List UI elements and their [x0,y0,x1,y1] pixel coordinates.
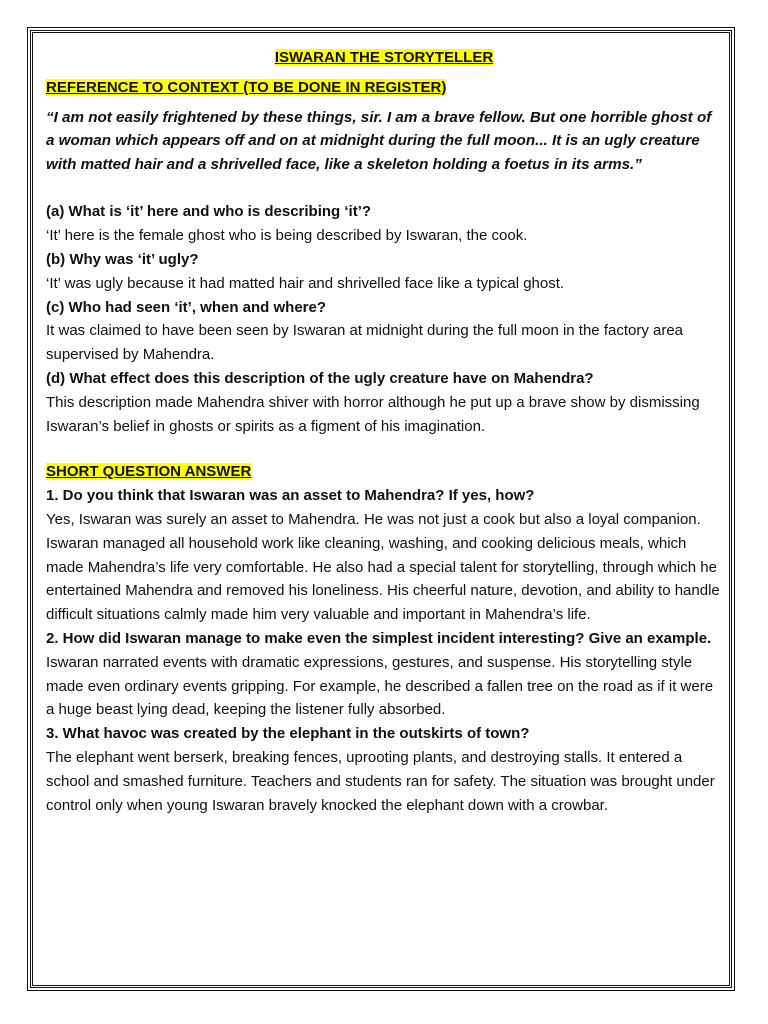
short-answer-2: Iswaran narrated events with dramatic expressions, gestures, and suspense. His storytelling style made even ordinary events gripping. For example, he described a fallen tree on the road as if it were a huge beast lying dead, keeping the listener fully absorbed. [46,653,714,719]
short-answer-1: Yes, Iswaran was surely an asset to Mahendra. He was not just a cook but also a loyal companion. Iswaran managed all household work like cleaning, washing, and cooking delicious meals, which made Mahendra’s life very comfortable. He also had a special talent for storytelling, through which he entertained Mahendra and removed his loneliness. His cheerful nature, devotion, and ability to handle difficult situations calmly made him very valuable and important in Mahendra’s life. [46,510,720,624]
reference-answer-c: It was claimed to have been seen by Iswaran at midnight during the full moon in the factory area supervised by Mahendra. [46,322,684,364]
reference-heading-text: REFERENCE TO CONTEXT (TO BE DONE IN REGISTER) [46,78,447,96]
reference-question-b: (b) Why was ‘it’ ugly? [46,250,199,268]
reference-question-c: (c) Who had seen ‘it’, when and where? [46,298,327,316]
reference-quote: “I am not easily frightened by these things, sir. I am a brave fellow. But one horrible ghost of a woman which appears off and on at midnight during the full moon... It is an ugly creature with matted hair and a shrivelled face, like a skeleton holding a foetus in its arms.” [46,108,712,173]
reference-answer-a: ‘It’ here is the female ghost who is being described by Iswaran, the cook. [46,227,528,245]
document-body [46,46,722,817]
short-answer-heading-text: SHORT QUESTION ANSWER [46,463,252,481]
reference-answer-b: ‘It’ was ugly because it had matted hair and shrivelled face like a typical ghost. [46,274,565,292]
section-spacer [46,438,722,460]
short-question-1: 1. Do you think that Iswaran was an asset to Mahendra? If yes, how? [46,487,535,505]
reference-question-a: (a) What is ‘it’ here and who is describing ‘it’? [46,203,372,221]
reference-answer-d: This description made Mahendra shiver with horror although he put up a brave show by dismissing Iswaran’s belief in ghosts or spirits as a figment of his imagination. [46,393,700,435]
short-question-3: 3. What havoc was created by the elephant in the outskirts of town? [46,725,530,743]
short-answer-section-heading [46,460,722,484]
reference-question-d: (d) What effect does this description of the ugly creature have on Mahendra? [46,369,594,387]
short-answer-3: The elephant went berserk, breaking fences, uprooting plants, and destroying stalls. It entered a school and smashed furniture. Teachers and students ran for safety. The situation was brought under control only when young Iswaran bravely knocked the elephant down with a crowbar. [46,748,715,814]
short-question-2: 2. How did Iswaran manage to make even the simplest incident interesting? Give an example. [46,629,712,647]
document-title-text: ISWARAN THE STORYTELLER [274,49,494,66]
reference-section-heading [46,76,722,100]
document-title [46,46,722,70]
